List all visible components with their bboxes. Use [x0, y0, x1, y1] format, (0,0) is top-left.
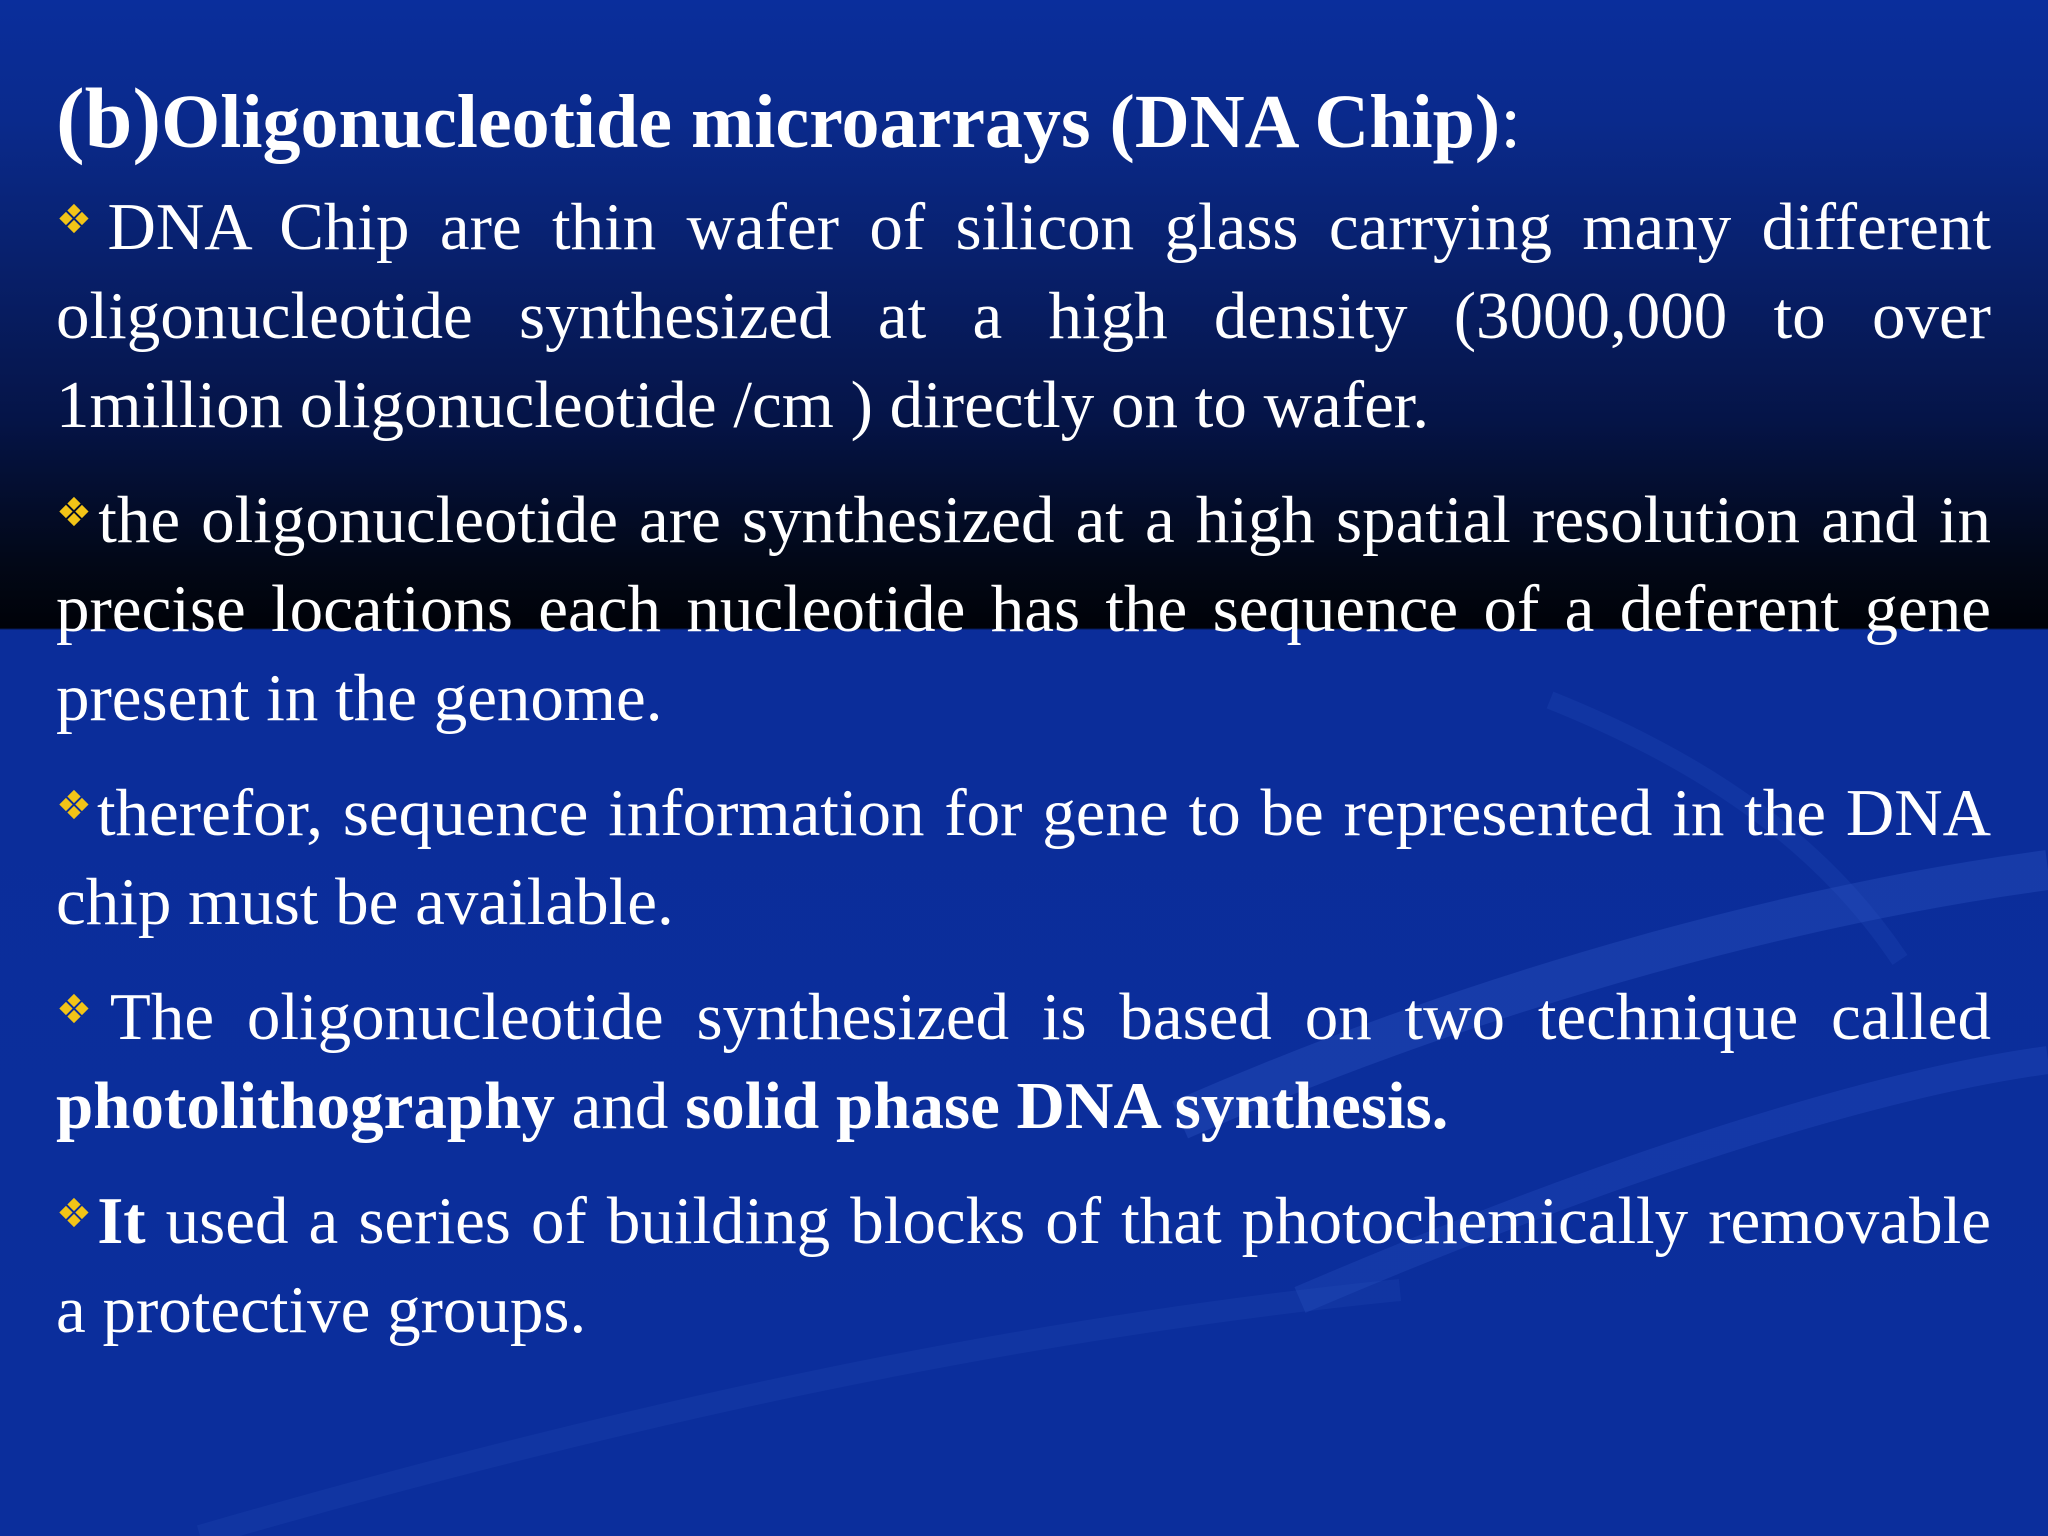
title-prefix: (b): [56, 70, 162, 166]
title-main: Oligonucleotide microarrays (DNA Chip): [161, 80, 1501, 164]
term-solid-phase-synthesis: solid phase DNA synthesis.: [685, 1069, 1449, 1143]
slide-content: [56, 70, 1991, 1374]
slide-title: [56, 70, 1991, 170]
diamond-bullet-icon: ❖: [56, 783, 95, 829]
title-colon: :: [1500, 80, 1522, 164]
paragraph-bold-start: It: [97, 1184, 146, 1258]
diamond-bullet-icon: ❖: [56, 490, 97, 536]
term-photolithography: photolithography: [56, 1069, 555, 1143]
diamond-bullet-icon: ❖: [56, 1191, 96, 1237]
paragraph-dna-chip: [56, 176, 1991, 450]
diamond-bullet-icon: ❖: [56, 197, 106, 243]
paragraph-text: the oligonucleotide are synthesized at a high spatial resolution and in precise locations each nucleotide has the sequence of a deferent gene present in the genome.: [56, 483, 1992, 735]
diamond-bullet-icon: ❖: [56, 987, 108, 1033]
paragraph-text: DNA Chip are thin wafer of silicon glass carrying many different oligonucleotide synthesized at a high density (3000,000 to over 1million oligonucleotide /cm ) directly on to wafer.: [56, 190, 1992, 442]
paragraph-techniques: [56, 966, 1991, 1151]
paragraph-building-blocks: [56, 1170, 1991, 1355]
paragraph-sequence-information: [56, 762, 1991, 947]
paragraph-text: therefor, sequence information for gene to be represented in the DNA chip must be available.: [56, 776, 1991, 939]
paragraph-spatial-resolution: [56, 469, 1991, 743]
paragraph-text-middle: and: [554, 1069, 686, 1143]
paragraph-text: used a series of building blocks of that photochemically removable a protective groups.: [56, 1184, 1991, 1347]
paragraph-text-before: The oligonucleotide synthesized is based on two technique called: [109, 980, 1992, 1054]
